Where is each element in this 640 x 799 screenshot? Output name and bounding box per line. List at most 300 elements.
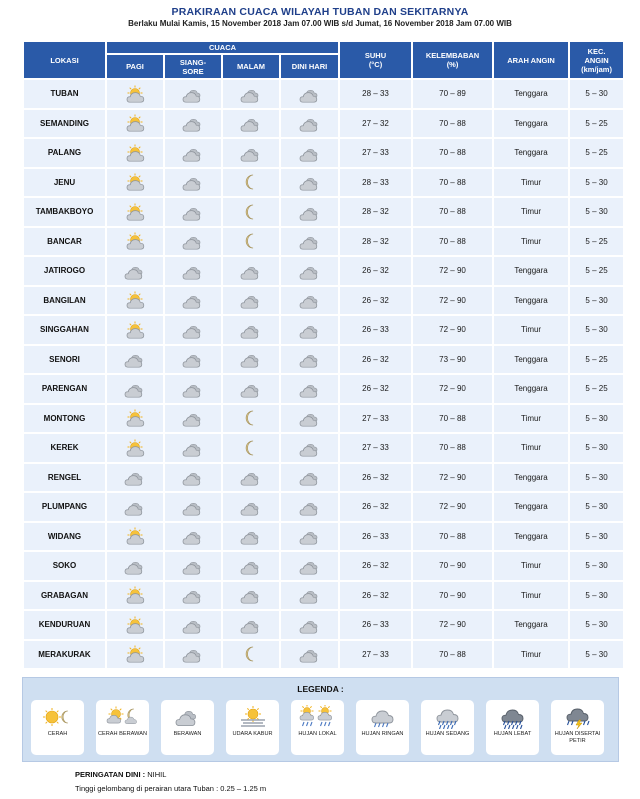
pagi-cell xyxy=(107,110,163,138)
suhu-cell: 26 – 33 xyxy=(340,611,411,639)
early-warning xyxy=(75,770,166,779)
berawan-icon xyxy=(240,586,262,604)
legend-label: HUJAN LEBAT xyxy=(493,731,532,737)
berawan-icon xyxy=(124,262,146,280)
hujan-lokal-icon xyxy=(298,705,338,729)
arah-angin-cell: Timur xyxy=(494,169,568,197)
kelembaban-cell: 72 – 90 xyxy=(413,464,492,492)
malam-cell xyxy=(223,198,279,226)
suhu-cell: 27 – 32 xyxy=(340,110,411,138)
siang-sore-cell xyxy=(165,493,221,521)
table-row xyxy=(24,169,623,197)
kec-angin-cell: 5 – 30 xyxy=(570,198,623,226)
table-row xyxy=(24,375,623,403)
berawan-icon xyxy=(299,586,321,604)
dini-hari-cell xyxy=(281,110,338,138)
suhu-cell: 27 – 33 xyxy=(340,641,411,669)
berawan-icon xyxy=(240,114,262,132)
berawan-icon xyxy=(299,321,321,339)
table-row xyxy=(24,552,623,580)
berawan-icon xyxy=(182,350,204,368)
table-row xyxy=(24,198,623,226)
dini-hari-cell xyxy=(281,375,338,403)
kec-angin-cell: 5 – 25 xyxy=(570,110,623,138)
lokasi-cell: JATIROGO xyxy=(24,257,105,285)
suhu-cell: 27 – 33 xyxy=(340,434,411,462)
cerah-berawan-icon xyxy=(124,203,146,221)
kec-angin-cell: 5 – 30 xyxy=(570,316,623,344)
dini-hari-cell xyxy=(281,169,338,197)
table-row xyxy=(24,139,623,167)
cerah-berawan-icon xyxy=(124,291,146,309)
kelembaban-cell: 72 – 90 xyxy=(413,287,492,315)
cerah-berawan-icon xyxy=(124,232,146,250)
arah-angin-cell: Tenggara xyxy=(494,493,568,521)
lokasi-cell: GRABAGAN xyxy=(24,582,105,610)
hujan-sedang-icon xyxy=(428,705,468,729)
arah-angin-cell: Tenggara xyxy=(494,139,568,167)
siang-sore-cell xyxy=(165,346,221,374)
suhu-cell: 28 – 32 xyxy=(340,198,411,226)
table-row xyxy=(24,257,623,285)
kelembaban-cell: 72 – 90 xyxy=(413,257,492,285)
dini-hari-cell xyxy=(281,80,338,108)
table-row xyxy=(24,346,623,374)
malam-cell xyxy=(223,287,279,315)
suhu-cell: 26 – 32 xyxy=(340,287,411,315)
table-row xyxy=(24,582,623,610)
malam-cell xyxy=(223,523,279,551)
cerah-berawan-icon xyxy=(124,645,146,663)
kec-angin-cell: 5 – 25 xyxy=(570,228,623,256)
kec-angin-cell: 5 – 30 xyxy=(570,611,623,639)
legend-label: HUJAN DISERTAI PETIR xyxy=(554,731,601,744)
berawan-icon xyxy=(182,85,204,103)
lokasi-cell: KEREK xyxy=(24,434,105,462)
berawan-icon xyxy=(240,557,262,575)
kelembaban-cell: 70 – 90 xyxy=(413,552,492,580)
header-pagi: PAGI xyxy=(107,55,163,78)
header-arah-angin: ARAH ANGIN xyxy=(494,42,568,78)
lokasi-cell: PALANG xyxy=(24,139,105,167)
kec-angin-cell: 5 – 30 xyxy=(570,405,623,433)
berawan-icon xyxy=(299,616,321,634)
kelembaban-cell: 72 – 90 xyxy=(413,611,492,639)
berawan-icon xyxy=(240,144,262,162)
table-row xyxy=(24,228,623,256)
siang-sore-cell xyxy=(165,110,221,138)
table-row xyxy=(24,80,623,108)
berawan-icon xyxy=(299,144,321,162)
kec-angin-cell: 5 – 30 xyxy=(570,287,623,315)
cerah-berawan-icon xyxy=(124,321,146,339)
berawan-icon xyxy=(182,232,204,250)
suhu-cell: 26 – 32 xyxy=(340,582,411,610)
pagi-cell xyxy=(107,169,163,197)
pagi-cell xyxy=(107,493,163,521)
legend-title: LEGENDA : xyxy=(297,684,344,694)
dini-hari-cell xyxy=(281,611,338,639)
berawan-icon xyxy=(240,291,262,309)
siang-sore-cell xyxy=(165,169,221,197)
legend-item xyxy=(486,700,539,755)
table-row xyxy=(24,493,623,521)
berawan-icon xyxy=(240,527,262,545)
cerah-berawan-icon xyxy=(124,586,146,604)
arah-angin-cell: Tenggara xyxy=(494,375,568,403)
arah-angin-cell: Timur xyxy=(494,434,568,462)
malam-cell xyxy=(223,80,279,108)
pagi-cell xyxy=(107,375,163,403)
legend-item xyxy=(291,700,344,755)
suhu-cell: 26 – 32 xyxy=(340,257,411,285)
berawan-icon xyxy=(182,557,204,575)
kec-angin-cell: 5 – 30 xyxy=(570,434,623,462)
header-malam: MALAM xyxy=(223,55,279,78)
berawan-icon xyxy=(240,350,262,368)
kelembaban-cell: 70 – 88 xyxy=(413,228,492,256)
legend-item xyxy=(421,700,474,755)
siang-sore-cell xyxy=(165,611,221,639)
berawan-icon xyxy=(182,291,204,309)
arah-angin-cell: Tenggara xyxy=(494,110,568,138)
cerah-malam-icon xyxy=(240,645,262,663)
arah-angin-cell: Tenggara xyxy=(494,346,568,374)
hujan-petir-icon xyxy=(558,705,598,729)
cerah-malam-icon xyxy=(240,439,262,457)
berawan-icon xyxy=(182,321,204,339)
early-warning-label: PERINGATAN DINI : xyxy=(75,770,146,779)
berawan-icon xyxy=(124,498,146,516)
malam-cell xyxy=(223,611,279,639)
dini-hari-cell xyxy=(281,139,338,167)
header-suhu: SUHU (°C) xyxy=(340,42,411,78)
kelembaban-cell: 73 – 90 xyxy=(413,346,492,374)
header-kelembaban: KELEMBABAN (%) xyxy=(413,42,492,78)
kec-angin-cell: 5 – 30 xyxy=(570,169,623,197)
malam-cell xyxy=(223,228,279,256)
cerah-icon xyxy=(38,705,78,729)
hujan-lebat-icon xyxy=(493,705,533,729)
lokasi-cell: BANCAR xyxy=(24,228,105,256)
suhu-cell: 28 – 33 xyxy=(340,80,411,108)
malam-cell xyxy=(223,139,279,167)
siang-sore-cell xyxy=(165,139,221,167)
berawan-icon xyxy=(299,262,321,280)
validity-period: Berlaku Mulai Kamis, 15 November 2018 Jam 07.00 WIB s/d Jumat, 16 November 2018 Jam 07.00 WIB xyxy=(128,19,512,28)
pagi-cell xyxy=(107,80,163,108)
arah-angin-cell: Tenggara xyxy=(494,287,568,315)
pagi-cell xyxy=(107,346,163,374)
berawan-icon xyxy=(299,85,321,103)
berawan-icon xyxy=(240,616,262,634)
malam-cell xyxy=(223,464,279,492)
kec-angin-cell: 5 – 30 xyxy=(570,552,623,580)
berawan-icon xyxy=(182,498,204,516)
cerah-malam-icon xyxy=(240,232,262,250)
berawan-icon xyxy=(299,645,321,663)
dini-hari-cell xyxy=(281,552,338,580)
siang-sore-cell xyxy=(165,405,221,433)
lokasi-cell: PARENGAN xyxy=(24,375,105,403)
dini-hari-cell xyxy=(281,346,338,374)
berawan-icon xyxy=(299,468,321,486)
dini-hari-cell xyxy=(281,228,338,256)
siang-sore-cell xyxy=(165,582,221,610)
berawan-icon xyxy=(299,232,321,250)
dini-hari-cell xyxy=(281,316,338,344)
suhu-cell: 27 – 33 xyxy=(340,139,411,167)
legend-label: HUJAN RINGAN xyxy=(361,731,404,737)
berawan-icon xyxy=(240,262,262,280)
arah-angin-cell: Tenggara xyxy=(494,464,568,492)
kec-angin-cell: 5 – 30 xyxy=(570,641,623,669)
malam-cell xyxy=(223,434,279,462)
pagi-cell xyxy=(107,434,163,462)
arah-angin-cell: Tenggara xyxy=(494,611,568,639)
berawan-icon xyxy=(182,409,204,427)
berawan-icon xyxy=(299,527,321,545)
pagi-cell xyxy=(107,611,163,639)
dini-hari-cell xyxy=(281,405,338,433)
berawan-icon xyxy=(299,409,321,427)
berawan-icon xyxy=(182,439,204,457)
berawan-icon xyxy=(182,114,204,132)
forecast-table xyxy=(22,40,625,670)
table-row xyxy=(24,110,623,138)
legend-label: BERAWAN xyxy=(173,731,202,737)
kelembaban-cell: 70 – 88 xyxy=(413,523,492,551)
lokasi-cell: BANGILAN xyxy=(24,287,105,315)
siang-sore-cell xyxy=(165,80,221,108)
siang-sore-cell xyxy=(165,228,221,256)
kelembaban-cell: 70 – 88 xyxy=(413,198,492,226)
berawan-icon xyxy=(182,586,204,604)
udara-kabur-icon xyxy=(233,705,273,729)
kec-angin-cell: 5 – 30 xyxy=(570,523,623,551)
pagi-cell xyxy=(107,287,163,315)
table-row xyxy=(24,434,623,462)
lokasi-cell: TAMBAKBOYO xyxy=(24,198,105,226)
suhu-cell: 28 – 33 xyxy=(340,169,411,197)
legend-item xyxy=(96,700,149,755)
header-siang-sore: SIANG- SORE xyxy=(165,55,221,78)
berawan-icon xyxy=(182,262,204,280)
malam-cell xyxy=(223,110,279,138)
suhu-cell: 26 – 32 xyxy=(340,346,411,374)
legend-label: HUJAN LOKAL xyxy=(298,731,337,737)
lokasi-cell: RENGEL xyxy=(24,464,105,492)
berawan-icon xyxy=(299,291,321,309)
siang-sore-cell xyxy=(165,375,221,403)
kelembaban-cell: 72 – 90 xyxy=(413,493,492,521)
hujan-ringan-icon xyxy=(363,705,403,729)
table-row xyxy=(24,287,623,315)
malam-cell xyxy=(223,375,279,403)
pagi-cell xyxy=(107,139,163,167)
pagi-cell xyxy=(107,641,163,669)
berawan-icon xyxy=(299,203,321,221)
suhu-cell: 26 – 33 xyxy=(340,316,411,344)
berawan-icon xyxy=(124,557,146,575)
kelembaban-cell: 70 – 89 xyxy=(413,80,492,108)
lokasi-cell: SINGGAHAN xyxy=(24,316,105,344)
dini-hari-cell xyxy=(281,257,338,285)
kec-angin-cell: 5 – 30 xyxy=(570,582,623,610)
berawan-icon xyxy=(299,380,321,398)
dini-hari-cell xyxy=(281,464,338,492)
suhu-cell: 26 – 32 xyxy=(340,464,411,492)
kec-angin-cell: 5 – 30 xyxy=(570,493,623,521)
malam-cell xyxy=(223,257,279,285)
malam-cell xyxy=(223,641,279,669)
arah-angin-cell: Tenggara xyxy=(494,257,568,285)
cerah-berawan-icon xyxy=(124,527,146,545)
pagi-cell xyxy=(107,523,163,551)
table-row xyxy=(24,523,623,551)
malam-cell xyxy=(223,405,279,433)
suhu-cell: 26 – 32 xyxy=(340,493,411,521)
arah-angin-cell: Timur xyxy=(494,228,568,256)
berawan-icon xyxy=(182,380,204,398)
pagi-cell xyxy=(107,228,163,256)
dini-hari-cell xyxy=(281,493,338,521)
table-row xyxy=(24,405,623,433)
table-row xyxy=(24,316,623,344)
suhu-cell: 26 – 32 xyxy=(340,552,411,580)
siang-sore-cell xyxy=(165,257,221,285)
kelembaban-cell: 72 – 90 xyxy=(413,316,492,344)
cerah-berawan-icon xyxy=(124,144,146,162)
berawan-icon xyxy=(240,321,262,339)
siang-sore-cell xyxy=(165,641,221,669)
kec-angin-cell: 5 – 25 xyxy=(570,139,623,167)
dini-hari-cell xyxy=(281,523,338,551)
siang-sore-cell xyxy=(165,552,221,580)
table-row xyxy=(24,464,623,492)
berawan-icon xyxy=(124,468,146,486)
berawan-icon xyxy=(299,173,321,191)
lokasi-cell: WIDANG xyxy=(24,523,105,551)
legend-item xyxy=(356,700,409,755)
lokasi-cell: TUBAN xyxy=(24,80,105,108)
legend-panel xyxy=(22,677,619,762)
berawan-icon xyxy=(182,468,204,486)
kelembaban-cell: 72 – 90 xyxy=(413,375,492,403)
kec-angin-cell: 5 – 25 xyxy=(570,257,623,285)
legend-item xyxy=(161,700,214,755)
suhu-cell: 28 – 32 xyxy=(340,228,411,256)
lokasi-cell: KENDURUAN xyxy=(24,611,105,639)
kec-angin-cell: 5 – 25 xyxy=(570,346,623,374)
berawan-icon xyxy=(182,645,204,663)
arah-angin-cell: Timur xyxy=(494,552,568,580)
malam-cell xyxy=(223,552,279,580)
berawan-icon xyxy=(182,203,204,221)
berawan-icon xyxy=(299,557,321,575)
pagi-cell xyxy=(107,405,163,433)
cerah-malam-icon xyxy=(240,203,262,221)
berawan-icon xyxy=(299,350,321,368)
suhu-cell: 26 – 33 xyxy=(340,523,411,551)
kelembaban-cell: 70 – 88 xyxy=(413,169,492,197)
arah-angin-cell: Tenggara xyxy=(494,80,568,108)
kelembaban-cell: 70 – 88 xyxy=(413,641,492,669)
legend-item xyxy=(31,700,84,755)
lokasi-cell: SEMANDING xyxy=(24,110,105,138)
arah-angin-cell: Tenggara xyxy=(494,523,568,551)
cerah-malam-icon xyxy=(240,409,262,427)
suhu-cell: 27 – 33 xyxy=(340,405,411,433)
pagi-cell xyxy=(107,582,163,610)
table-row xyxy=(24,641,623,669)
malam-cell xyxy=(223,316,279,344)
berawan-icon xyxy=(124,350,146,368)
arah-angin-cell: Timur xyxy=(494,582,568,610)
berawan-icon xyxy=(182,144,204,162)
dini-hari-cell xyxy=(281,287,338,315)
kelembaban-cell: 70 – 88 xyxy=(413,110,492,138)
lokasi-cell: MONTONG xyxy=(24,405,105,433)
siang-sore-cell xyxy=(165,287,221,315)
arah-angin-cell: Timur xyxy=(494,198,568,226)
legend-item xyxy=(551,700,604,755)
berawan-icon xyxy=(299,439,321,457)
dini-hari-cell xyxy=(281,198,338,226)
kelembaban-cell: 70 – 88 xyxy=(413,139,492,167)
siang-sore-cell xyxy=(165,523,221,551)
early-warning-value: NIHIL xyxy=(147,770,167,779)
header-cuaca: CUACA xyxy=(107,42,338,53)
malam-cell xyxy=(223,493,279,521)
pagi-cell xyxy=(107,257,163,285)
legend-label: CERAH xyxy=(47,731,68,737)
kelembaban-cell: 70 – 88 xyxy=(413,405,492,433)
berawan-icon xyxy=(182,527,204,545)
lokasi-cell: PLUMPANG xyxy=(24,493,105,521)
siang-sore-cell xyxy=(165,434,221,462)
header-dini-hari: DINI HARI xyxy=(281,55,338,78)
malam-cell xyxy=(223,582,279,610)
dini-hari-cell xyxy=(281,641,338,669)
pagi-cell xyxy=(107,552,163,580)
lokasi-cell: MERAKURAK xyxy=(24,641,105,669)
legend-label: CERAH BERAWAN xyxy=(97,731,147,737)
legend-label: UDARA KABUR xyxy=(232,731,273,737)
kec-angin-cell: 5 – 30 xyxy=(570,464,623,492)
malam-cell xyxy=(223,346,279,374)
berawan-icon xyxy=(182,173,204,191)
cerah-berawan-icon xyxy=(124,114,146,132)
kec-angin-cell: 5 – 25 xyxy=(570,375,623,403)
berawan-icon xyxy=(240,468,262,486)
header-lokasi: LOKASI xyxy=(24,42,105,78)
lokasi-cell: SENORI xyxy=(24,346,105,374)
kec-angin-cell: 5 – 30 xyxy=(570,80,623,108)
arah-angin-cell: Timur xyxy=(494,405,568,433)
pagi-cell xyxy=(107,464,163,492)
arah-angin-cell: Timur xyxy=(494,316,568,344)
cerah-berawan-icon xyxy=(124,85,146,103)
malam-cell xyxy=(223,169,279,197)
pagi-cell xyxy=(107,198,163,226)
siang-sore-cell xyxy=(165,316,221,344)
wave-height-value: 0.25 – 1.25 m xyxy=(220,784,267,793)
cerah-berawan-legend-icon xyxy=(103,705,143,729)
cerah-berawan-icon xyxy=(124,616,146,634)
berawan-icon xyxy=(240,498,262,516)
dini-hari-cell xyxy=(281,582,338,610)
